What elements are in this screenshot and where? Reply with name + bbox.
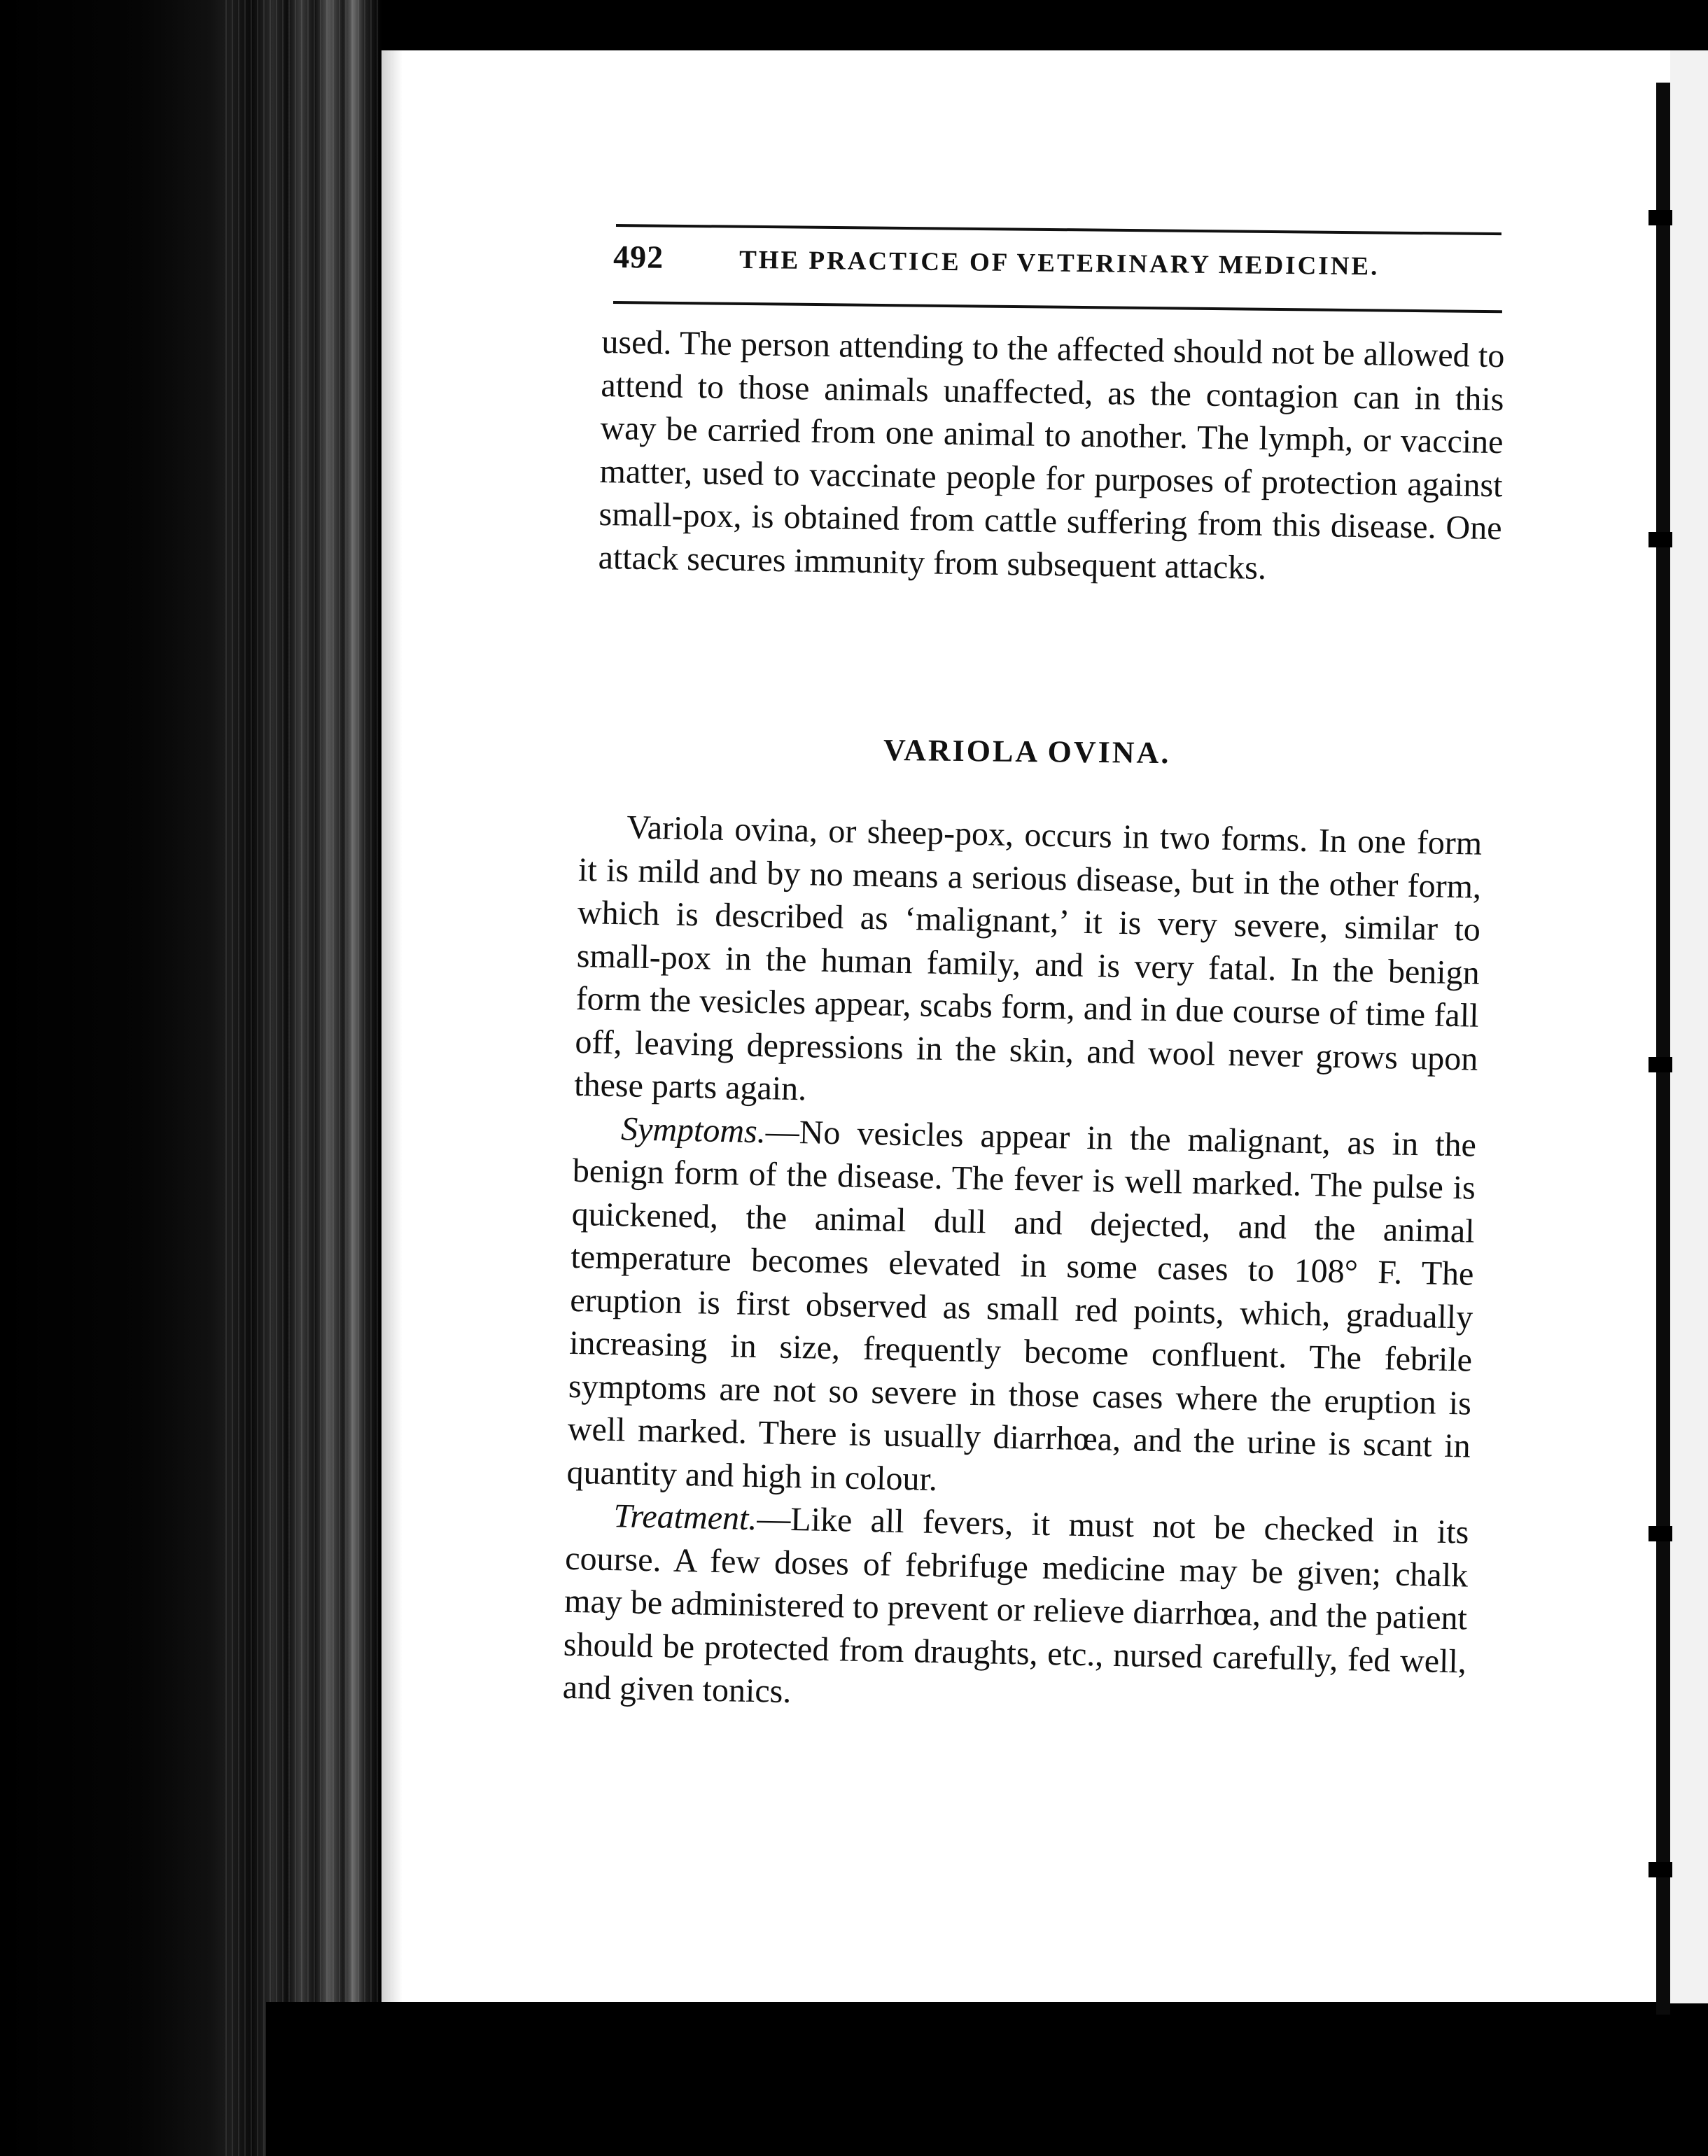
section-body [562,805,1483,1726]
book-page-edges [0,0,382,2156]
page-number: 492 [612,239,664,275]
symptoms-text: —No vesicles appear in the malignant, as in the benign form of the disease. The fever is well marked. The pulse is quickened, the animal dull and dejected, and the animal temperature becomes elevated in some cases to 108° F. The eruption is first observed as small red points, which, gradually increasing in size, frequently become confluent. The febrile symptoms are not so severe in those cases where the eruption is well marked. There is usually diarrhœa, and the urine is scant in quantity and high in colour. [566,1112,1477,1498]
treatment-paragraph [562,1494,1469,1726]
continued-paragraph: used. The person attending to the affected should not be allowed to attend to those animals unaffected, as the contagion can in this way be carried from one animal to another. The lymph, or vaccine matter, used to vaccinate people for purposes of protection against small-pox, is obtained from cattle suffering from this disease. One attack secures immunity from subsequent attacks. [598,323,1505,587]
treatment-label: Treatment. [613,1497,757,1538]
section-heading: VARIOLA OVINA. [883,732,1171,771]
book-title: THE PRACTICE OF VETERINARY MEDICINE. [738,245,1380,281]
book-spine-edge [1656,83,1670,2015]
continued-paragraph-block [598,321,1505,593]
binding-tab [1648,210,1672,225]
facing-page-edge [1670,50,1708,2003]
binding-tab [1648,1526,1672,1541]
header-rule-top [616,224,1502,235]
intro-paragraph: Variola ovina, or sheep-pox, occurs in two forms. In one form it is mild and by no means a serious disease, but in the other form, which is described as ‘malignant,’ it is very severe, similar to small-pox in the human family, and is very fatal. In the benign form the vesicles appear, scabs form, and in due course of time fall off, leaving depressions in the skin, and wool never grows upon these parts again. [573,808,1483,1108]
scan-border-bottom [266,2002,1708,2156]
treatment-text: —Like all fevers, it must not be checked in its course. A few doses of febrifuge medicine may be given; chalk may be administered to prevent or relieve diarrhœa, and the patient should be protected from draughts, etc., nursed carefully, fed well, and given tonics. [562,1500,1469,1711]
binding-tab [1648,1057,1672,1072]
page-gutter-shadow [382,50,402,2003]
scan-border-top [382,0,1708,50]
header-rule-bottom [613,301,1502,313]
running-head [613,238,1503,303]
symptoms-label: Symptoms. [620,1110,766,1150]
binding-tab [1648,1862,1672,1877]
symptoms-paragraph [566,1106,1476,1511]
binding-tab [1648,532,1672,547]
